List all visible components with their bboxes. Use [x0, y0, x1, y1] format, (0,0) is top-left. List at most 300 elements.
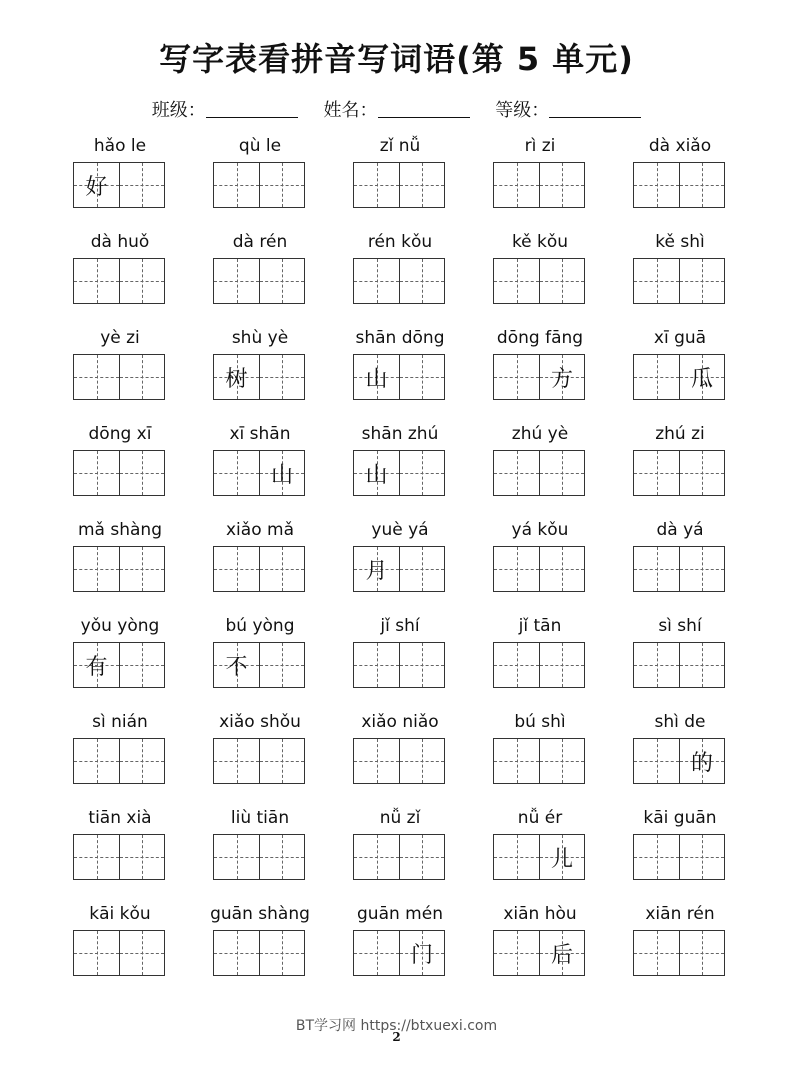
- word-cell: [610, 326, 750, 422]
- writing-box[interactable]: [354, 931, 399, 975]
- writing-box[interactable]: [494, 451, 539, 495]
- word-cell: [50, 518, 190, 614]
- writing-box[interactable]: [354, 643, 399, 687]
- word-cell: [470, 614, 610, 710]
- writing-box[interactable]: [634, 451, 679, 495]
- tianzige-pair: [633, 450, 725, 496]
- word-cell: [190, 902, 330, 998]
- hint-character: 不: [225, 654, 248, 680]
- writing-box[interactable]: [259, 163, 304, 207]
- writing-box[interactable]: [354, 547, 399, 591]
- tianzige-pair: [353, 930, 445, 976]
- hint-character: [634, 451, 679, 495]
- tianzige-pair: [493, 450, 585, 496]
- hint-character: [214, 739, 259, 783]
- pinyin-label: kě shì: [655, 232, 705, 252]
- hint-character: [540, 547, 584, 591]
- writing-box[interactable]: [679, 451, 724, 495]
- tianzige-pair: [353, 834, 445, 880]
- hint-character: [74, 835, 119, 879]
- word-cell: [470, 422, 610, 518]
- hint-character: [494, 547, 539, 591]
- hint-character: [260, 931, 304, 975]
- tianzige-pair: [493, 642, 585, 688]
- writing-box[interactable]: [539, 163, 584, 207]
- writing-box[interactable]: [539, 451, 584, 495]
- writing-box[interactable]: [494, 739, 539, 783]
- tianzige-pair: [353, 450, 445, 496]
- hint-character: [680, 931, 724, 975]
- hint-character: [540, 643, 584, 687]
- pinyin-label: dà yá: [656, 520, 704, 540]
- writing-box[interactable]: [679, 163, 724, 207]
- hint-character: 方: [550, 366, 573, 392]
- writing-box[interactable]: [74, 931, 119, 975]
- hint-character: [260, 355, 304, 399]
- tianzige-pair: [633, 258, 725, 304]
- grade-field: [495, 96, 641, 122]
- writing-box[interactable]: [634, 739, 679, 783]
- hint-character: [400, 163, 444, 207]
- pinyin-label: jǐ shí: [380, 616, 420, 636]
- tianzige-pair: [633, 162, 725, 208]
- writing-box[interactable]: [679, 643, 724, 687]
- hint-character: [354, 835, 399, 879]
- hint-character: [260, 259, 304, 303]
- tianzige-pair: [213, 930, 305, 976]
- footer-watermark: BT学习网 https://btxuexi.com: [295, 1018, 498, 1034]
- writing-box[interactable]: [634, 835, 679, 879]
- hint-character: [494, 259, 539, 303]
- word-cell: [50, 902, 190, 998]
- writing-box[interactable]: [539, 259, 584, 303]
- writing-box[interactable]: [634, 355, 679, 399]
- pinyin-label: bú shì: [514, 712, 566, 732]
- hint-character: [494, 451, 539, 495]
- writing-box[interactable]: [679, 739, 724, 783]
- hint-character: [354, 643, 399, 687]
- writing-box[interactable]: [74, 835, 119, 879]
- tianzige-pair: [633, 930, 725, 976]
- tianzige-pair: [493, 738, 585, 784]
- writing-box[interactable]: [354, 739, 399, 783]
- writing-box[interactable]: [214, 643, 259, 687]
- word-cell: [610, 518, 750, 614]
- word-cell: [50, 326, 190, 422]
- hint-character: [354, 739, 399, 783]
- writing-box[interactable]: [494, 643, 539, 687]
- tianzige-pair: [73, 642, 165, 688]
- name-label: 姓名：: [323, 100, 378, 121]
- writing-box[interactable]: [214, 835, 259, 879]
- hint-character: [634, 259, 679, 303]
- word-cell: [610, 134, 750, 230]
- pinyin-label: guān mén: [357, 904, 443, 924]
- word-cell: [330, 230, 470, 326]
- pinyin-label: zhú yè: [511, 424, 569, 444]
- word-cell: [190, 422, 330, 518]
- tianzige-pair: [353, 642, 445, 688]
- hint-character: [680, 835, 724, 879]
- tianzige-pair: [213, 546, 305, 592]
- pinyin-label: yǒu yòng: [80, 616, 160, 636]
- hint-character: [214, 259, 259, 303]
- writing-box[interactable]: [494, 547, 539, 591]
- pinyin-label: rén kǒu: [367, 232, 433, 252]
- writing-box[interactable]: [259, 451, 304, 495]
- writing-box[interactable]: [119, 163, 164, 207]
- writing-box[interactable]: [634, 163, 679, 207]
- writing-box[interactable]: [679, 259, 724, 303]
- hint-character: [634, 355, 679, 399]
- pinyin-label: shù yè: [231, 328, 289, 348]
- writing-box[interactable]: [634, 259, 679, 303]
- writing-box[interactable]: [214, 451, 259, 495]
- pinyin-label: hǎo le: [93, 136, 147, 156]
- writing-box[interactable]: [259, 643, 304, 687]
- pinyin-label: sì nián: [92, 712, 148, 732]
- writing-box[interactable]: [214, 931, 259, 975]
- word-cell: [470, 902, 610, 998]
- writing-box[interactable]: [74, 643, 119, 687]
- word-cell: [330, 518, 470, 614]
- grade-blank[interactable]: [549, 99, 641, 118]
- hint-character: 山: [270, 462, 293, 488]
- tianzige-pair: [493, 354, 585, 400]
- hint-character: [354, 931, 399, 975]
- writing-box[interactable]: [119, 931, 164, 975]
- hint-character: [214, 835, 259, 879]
- tianzige-pair: [633, 834, 725, 880]
- name-field: [324, 96, 470, 122]
- word-cell: [610, 710, 750, 806]
- writing-box[interactable]: [214, 259, 259, 303]
- hint-character: [400, 547, 444, 591]
- writing-box[interactable]: [354, 451, 399, 495]
- writing-box[interactable]: [399, 643, 444, 687]
- word-grid: [50, 134, 750, 998]
- tianzige-pair: [213, 450, 305, 496]
- pinyin-label: guān shàng: [210, 904, 310, 924]
- word-cell: [470, 326, 610, 422]
- hint-character: [260, 643, 304, 687]
- hint-character: [680, 259, 724, 303]
- tianzige-pair: [213, 258, 305, 304]
- writing-box[interactable]: [74, 259, 119, 303]
- writing-box[interactable]: [634, 931, 679, 975]
- tianzige-pair: [353, 162, 445, 208]
- writing-box[interactable]: [119, 739, 164, 783]
- writing-box[interactable]: [679, 931, 724, 975]
- tianzige-pair: [213, 834, 305, 880]
- hint-character: [120, 739, 164, 783]
- word-cell: [330, 710, 470, 806]
- hint-character: [214, 547, 259, 591]
- hint-character: [494, 931, 539, 975]
- writing-box[interactable]: [214, 163, 259, 207]
- writing-box[interactable]: [399, 355, 444, 399]
- tianzige-pair: [493, 162, 585, 208]
- word-cell: [470, 230, 610, 326]
- hint-character: [540, 739, 584, 783]
- tianzige-pair: [353, 258, 445, 304]
- pinyin-label: dà rén: [232, 232, 288, 252]
- writing-box[interactable]: [74, 547, 119, 591]
- writing-box[interactable]: [259, 739, 304, 783]
- pinyin-label: yuè yá: [371, 520, 429, 540]
- hint-character: [494, 739, 539, 783]
- writing-box[interactable]: [354, 259, 399, 303]
- pinyin-label: liù tiān: [230, 808, 290, 828]
- tianzige-pair: [633, 546, 725, 592]
- pinyin-label: yè zi: [100, 328, 140, 348]
- writing-box[interactable]: [494, 835, 539, 879]
- word-cell: [330, 326, 470, 422]
- hint-character: [634, 931, 679, 975]
- hint-character: 山: [365, 462, 388, 488]
- writing-box[interactable]: [74, 355, 119, 399]
- writing-box[interactable]: [399, 835, 444, 879]
- hint-character: [494, 643, 539, 687]
- pinyin-label: xī shān: [229, 424, 291, 444]
- pinyin-label: xiān hòu: [503, 904, 577, 924]
- hint-character: [74, 739, 119, 783]
- class-field: [152, 96, 298, 122]
- pinyin-label: tiān xià: [88, 808, 152, 828]
- page-number: 2: [392, 1030, 401, 1044]
- writing-box[interactable]: [214, 547, 259, 591]
- pinyin-label: nǚ ér: [517, 808, 563, 828]
- hint-character: [120, 547, 164, 591]
- writing-box[interactable]: [679, 547, 724, 591]
- pinyin-label: mǎ shàng: [78, 520, 162, 540]
- tianzige-pair: [633, 642, 725, 688]
- hint-character: [494, 163, 539, 207]
- writing-box[interactable]: [74, 451, 119, 495]
- hint-character: [260, 835, 304, 879]
- hint-character: [354, 259, 399, 303]
- hint-character: [634, 163, 679, 207]
- tianzige-pair: [73, 354, 165, 400]
- pinyin-label: kě kǒu: [511, 232, 569, 252]
- writing-box[interactable]: [494, 259, 539, 303]
- hint-character: 树: [225, 366, 248, 392]
- student-info-row: [0, 96, 793, 122]
- hint-character: [74, 547, 119, 591]
- writing-box[interactable]: [634, 643, 679, 687]
- writing-box[interactable]: [214, 739, 259, 783]
- writing-box[interactable]: [119, 355, 164, 399]
- hint-character: [494, 355, 539, 399]
- pinyin-label: zǐ nǚ: [379, 136, 421, 156]
- writing-box[interactable]: [119, 643, 164, 687]
- writing-box[interactable]: [259, 931, 304, 975]
- hint-character: [494, 835, 539, 879]
- writing-box[interactable]: [539, 835, 584, 879]
- writing-box[interactable]: [399, 547, 444, 591]
- writing-box[interactable]: [74, 739, 119, 783]
- writing-box[interactable]: [634, 547, 679, 591]
- tianzige-pair: [73, 546, 165, 592]
- word-cell: [330, 902, 470, 998]
- class-label: 班级：: [151, 100, 206, 121]
- pinyin-label: dōng fāng: [496, 328, 584, 348]
- tianzige-pair: [73, 450, 165, 496]
- hint-character: [680, 643, 724, 687]
- hint-character: [214, 931, 259, 975]
- word-cell: [50, 614, 190, 710]
- tianzige-pair: [353, 546, 445, 592]
- writing-box[interactable]: [214, 355, 259, 399]
- writing-box[interactable]: [354, 835, 399, 879]
- word-cell: [610, 902, 750, 998]
- tianzige-pair: [493, 930, 585, 976]
- hint-character: 山: [365, 366, 388, 392]
- pinyin-label: dōng xī: [88, 424, 152, 444]
- pinyin-label: shān dōng: [355, 328, 445, 348]
- writing-box[interactable]: [494, 355, 539, 399]
- pinyin-label: nǚ zǐ: [379, 808, 421, 828]
- writing-box[interactable]: [354, 163, 399, 207]
- hint-character: [74, 451, 119, 495]
- writing-box[interactable]: [399, 451, 444, 495]
- hint-character: [680, 547, 724, 591]
- pinyin-label: dà xiǎo: [648, 136, 712, 156]
- tianzige-pair: [353, 354, 445, 400]
- writing-box[interactable]: [399, 259, 444, 303]
- tianzige-pair: [493, 546, 585, 592]
- writing-box[interactable]: [259, 355, 304, 399]
- tianzige-pair: [73, 930, 165, 976]
- writing-box[interactable]: [539, 355, 584, 399]
- pinyin-label: xī guā: [653, 328, 707, 348]
- hint-character: [120, 643, 164, 687]
- hint-character: [260, 163, 304, 207]
- hint-character: [540, 259, 584, 303]
- word-cell: [610, 806, 750, 902]
- word-cell: [190, 518, 330, 614]
- hint-character: [120, 835, 164, 879]
- writing-box[interactable]: [399, 163, 444, 207]
- writing-box[interactable]: [119, 259, 164, 303]
- hint-character: [400, 739, 444, 783]
- hint-character: 月: [365, 558, 388, 584]
- word-cell: [190, 614, 330, 710]
- word-cell: [330, 614, 470, 710]
- hint-character: [400, 259, 444, 303]
- class-blank[interactable]: [206, 99, 298, 118]
- writing-box[interactable]: [354, 355, 399, 399]
- hint-character: [540, 451, 584, 495]
- writing-box[interactable]: [399, 931, 444, 975]
- writing-box[interactable]: [539, 739, 584, 783]
- hint-character: [400, 451, 444, 495]
- word-cell: [50, 422, 190, 518]
- tianzige-pair: [493, 258, 585, 304]
- pinyin-label: xiǎo mǎ: [226, 520, 294, 540]
- writing-box[interactable]: [494, 163, 539, 207]
- hint-character: 的: [690, 750, 713, 776]
- word-cell: [470, 518, 610, 614]
- writing-box[interactable]: [259, 547, 304, 591]
- pinyin-label: sì shí: [658, 616, 702, 636]
- pinyin-label: kāi guān: [643, 808, 717, 828]
- writing-box[interactable]: [259, 259, 304, 303]
- pinyin-label: jǐ tān: [518, 616, 562, 636]
- pinyin-label: bú yòng: [225, 616, 295, 636]
- tianzige-pair: [213, 354, 305, 400]
- hint-character: [74, 931, 119, 975]
- hint-character: [354, 163, 399, 207]
- writing-box[interactable]: [119, 835, 164, 879]
- hint-character: [214, 451, 259, 495]
- hint-character: [400, 835, 444, 879]
- pinyin-label: yá kǒu: [511, 520, 569, 540]
- tianzige-pair: [213, 162, 305, 208]
- writing-box[interactable]: [119, 547, 164, 591]
- hint-character: [120, 163, 164, 207]
- hint-character: [400, 355, 444, 399]
- writing-box[interactable]: [539, 547, 584, 591]
- writing-box[interactable]: [259, 835, 304, 879]
- pinyin-label: qù le: [238, 136, 282, 156]
- hint-character: 儿: [550, 846, 573, 872]
- writing-box[interactable]: [119, 451, 164, 495]
- pinyin-label: xiān rén: [645, 904, 715, 924]
- hint-character: [260, 547, 304, 591]
- grade-label: 等级：: [495, 100, 550, 121]
- word-cell: [190, 326, 330, 422]
- tianzige-pair: [73, 738, 165, 784]
- writing-box[interactable]: [399, 739, 444, 783]
- hint-character: 后: [550, 942, 573, 968]
- hint-character: [634, 643, 679, 687]
- hint-character: 瓜: [690, 366, 713, 392]
- tianzige-pair: [213, 738, 305, 784]
- pinyin-label: xiǎo niǎo: [361, 712, 439, 732]
- hint-character: [634, 547, 679, 591]
- hint-character: [74, 355, 119, 399]
- writing-box[interactable]: [494, 931, 539, 975]
- word-cell: [50, 134, 190, 230]
- word-cell: [330, 422, 470, 518]
- pinyin-label: xiǎo shǒu: [219, 712, 301, 732]
- word-cell: [50, 710, 190, 806]
- word-cell: [330, 134, 470, 230]
- pinyin-label: shì de: [654, 712, 706, 732]
- word-cell: [330, 806, 470, 902]
- pinyin-label: zhú zi: [655, 424, 705, 444]
- word-cell: [470, 806, 610, 902]
- writing-box[interactable]: [679, 355, 724, 399]
- hint-character: [260, 739, 304, 783]
- writing-box[interactable]: [74, 163, 119, 207]
- hint-character: [680, 163, 724, 207]
- hint-character: [214, 163, 259, 207]
- pinyin-label: shān zhú: [361, 424, 439, 444]
- word-cell: [190, 230, 330, 326]
- word-cell: [190, 134, 330, 230]
- word-cell: [610, 230, 750, 326]
- hint-character: [634, 739, 679, 783]
- name-blank[interactable]: [378, 99, 470, 118]
- writing-box[interactable]: [539, 931, 584, 975]
- writing-box[interactable]: [539, 643, 584, 687]
- hint-character: [120, 931, 164, 975]
- word-cell: [470, 134, 610, 230]
- hint-character: [120, 259, 164, 303]
- writing-box[interactable]: [679, 835, 724, 879]
